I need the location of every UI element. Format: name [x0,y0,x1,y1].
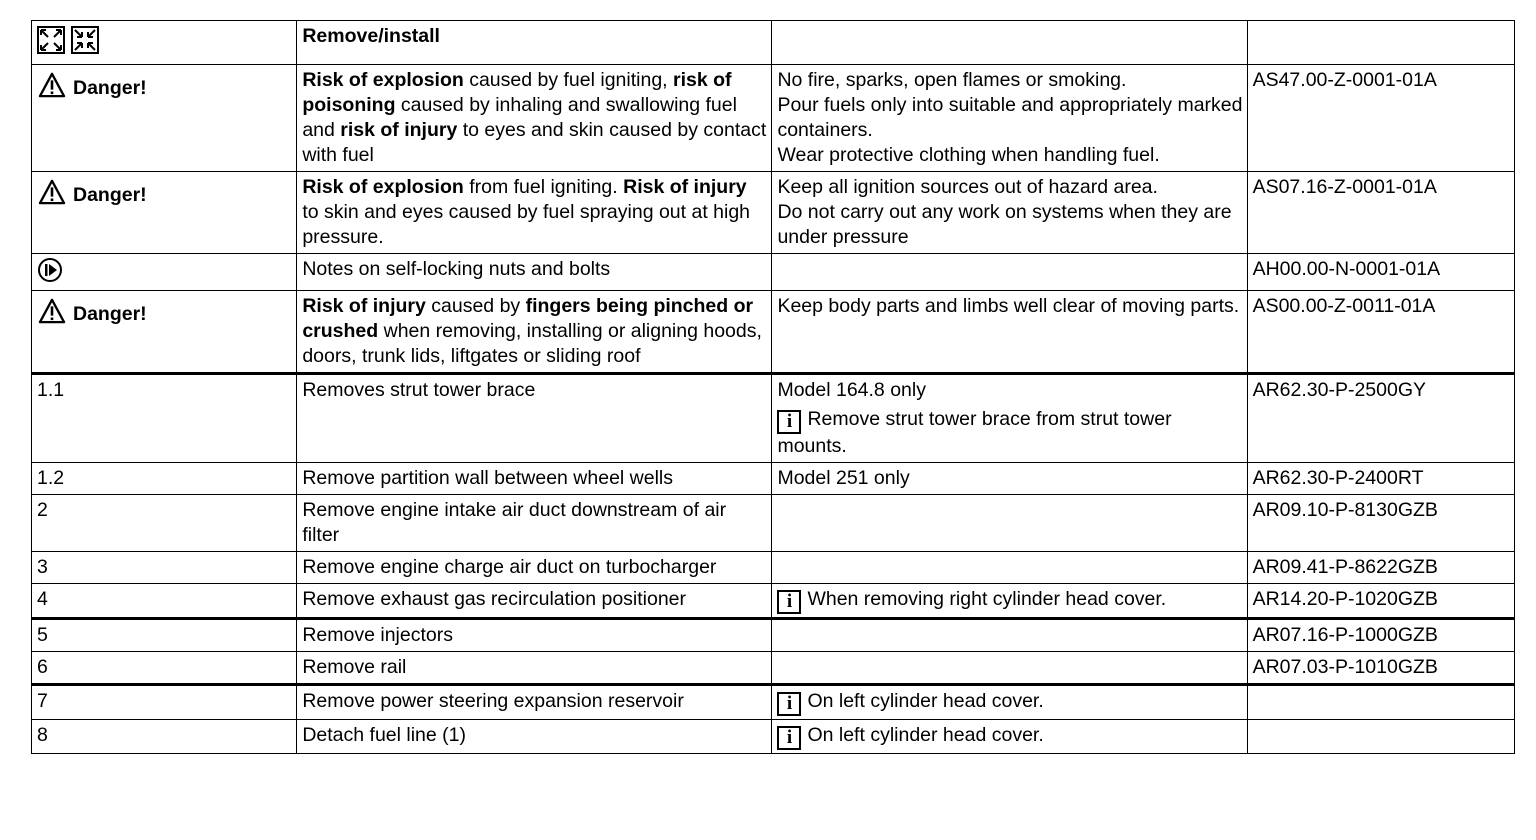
hazard-description: Risk of explosion from fuel igniting. Risk of injury to skin and eyes caused by fuel spraying out at high pressure. [297,172,772,254]
hazard-measures [772,172,1247,254]
note-line: Model 251 only [777,467,910,489]
reference-link[interactable]: AR14.20-P-1020GZB [1247,584,1514,619]
step-action: Remove engine charge air duct on turbocharger [297,552,772,584]
procedure-table [31,20,1515,754]
step-note [772,463,1247,495]
step-number: 3 [32,552,297,584]
step-number: 1.1 [32,374,297,463]
step-row [32,652,1515,685]
hazard-emphasis: fingers being pinched or crushed [302,295,754,342]
hazard-emphasis: Risk of injury [302,295,426,317]
step-note [772,619,1247,652]
step-row [32,720,1515,754]
info-text: When removing right cylinder head cover. [807,588,1167,610]
collapse-icon[interactable] [71,26,99,54]
step-number: 6 [32,652,297,685]
measure-line: Pour fuels only into suitable and appropriately marked containers. [777,94,1243,141]
hazard-emphasis: Risk of explosion [302,69,464,91]
hazard-type-cell [32,65,297,172]
reference-link[interactable]: AR62.30-P-2500GY [1247,374,1514,463]
header-icons-cell [32,21,297,65]
hazard-description: Risk of injury caused by fingers being pinched or crushed when removing, installing or aligning hoods, doors, trunk lids, liftgates or sliding roof [297,291,772,374]
warning-icon [37,179,67,212]
hazard-emphasis: risk of injury [340,119,458,141]
danger-text: Danger! [73,303,147,325]
info-text: On left cylinder head cover. [807,690,1044,712]
info-note [777,723,1242,750]
danger-text: Danger! [73,77,147,99]
step-number: 5 [32,619,297,652]
note-icon [37,257,63,283]
info-text: On left cylinder head cover. [807,724,1044,746]
step-number: 1.2 [32,463,297,495]
step-note [772,552,1247,584]
step-note [772,495,1247,552]
hazard-measures [772,291,1247,374]
info-icon: i [777,692,801,716]
step-action: Remove partition wall between wheel wells [297,463,772,495]
hazard-description: Risk of explosion caused by fuel igniting, risk of poisoning caused by inhaling and swallowing fuel and risk of injury to eyes and skin caused by contact with fuel [297,65,772,172]
info-icon: i [777,726,801,750]
step-action: Remove engine intake air duct downstream of air filter [297,495,772,552]
info-note [777,407,1242,459]
hazard-emphasis: risk of poisoning [302,69,732,116]
measure-line: Wear protective clothing when handling fuel. [777,144,1160,166]
step-note [772,720,1247,754]
info-text: Remove strut tower brace from strut tower mounts. [777,408,1172,457]
measure-line: Do not carry out any work on systems when they are under pressure [777,201,1232,248]
step-note [772,652,1247,685]
step-row [32,685,1515,720]
step-row [32,374,1515,463]
note-link[interactable]: Notes on self-locking nuts and bolts [302,258,611,280]
step-action: Detach fuel line (1) [297,720,772,754]
step-number: 7 [32,685,297,720]
reference-link [1247,685,1514,720]
step-note [772,584,1247,619]
step-row [32,495,1515,552]
hazard-description [297,254,772,291]
reference-link[interactable]: AS00.00-Z-0011-01A [1247,291,1514,374]
warning-icon [37,298,67,331]
step-action: Remove injectors [297,619,772,652]
info-icon: i [777,590,801,614]
step-number: 8 [32,720,297,754]
header-row [32,21,1515,65]
step-note [772,685,1247,720]
step-number: 2 [32,495,297,552]
hazard-type-cell [32,254,297,291]
step-note [772,374,1247,463]
step-row [32,463,1515,495]
reference-link[interactable]: AR09.10-P-8130GZB [1247,495,1514,552]
hazard-row [32,291,1515,374]
step-action: Removes strut tower brace [297,374,772,463]
reference-link[interactable]: AR07.16-P-1000GZB [1247,619,1514,652]
step-action: Remove exhaust gas recirculation positioner [297,584,772,619]
hazard-measures [772,65,1247,172]
hazard-emphasis: Risk of injury [623,176,747,198]
step-number: 4 [32,584,297,619]
note-line: Model 164.8 only [777,379,926,401]
step-row [32,552,1515,584]
danger-label [37,294,147,331]
reference-link[interactable]: AR62.30-P-2400RT [1247,463,1514,495]
reference-link[interactable]: AH00.00-N-0001-01A [1247,254,1514,291]
reference-link[interactable]: AS47.00-Z-0001-01A [1247,65,1514,172]
hazard-row [32,65,1515,172]
measure-line: Keep all ignition sources out of hazard area. [777,176,1158,198]
step-row [32,584,1515,619]
danger-text: Danger! [73,184,147,206]
info-note [777,587,1242,614]
measure-line: No fire, sparks, open flames or smoking. [777,69,1127,91]
hazard-row [32,254,1515,291]
step-row [32,619,1515,652]
warning-icon [37,72,67,105]
hazard-type-cell [32,291,297,374]
hazard-emphasis: Risk of explosion [302,176,464,198]
hazard-row [32,172,1515,254]
danger-label [37,68,147,105]
reference-link[interactable]: AS07.16-Z-0001-01A [1247,172,1514,254]
info-icon: i [777,410,801,434]
reference-link[interactable]: AR07.03-P-1010GZB [1247,652,1514,685]
step-action: Remove rail [297,652,772,685]
expand-icon[interactable] [37,26,65,54]
measure-line: Keep body parts and limbs well clear of moving parts. [777,295,1240,317]
reference-link [1247,720,1514,754]
hazard-type-cell [32,172,297,254]
header-title: Remove/install [297,21,772,65]
reference-link[interactable]: AR09.41-P-8622GZB [1247,552,1514,584]
info-note [777,689,1242,716]
hazard-measures [772,254,1247,291]
danger-label [37,175,147,212]
step-action: Remove power steering expansion reservoir [297,685,772,720]
